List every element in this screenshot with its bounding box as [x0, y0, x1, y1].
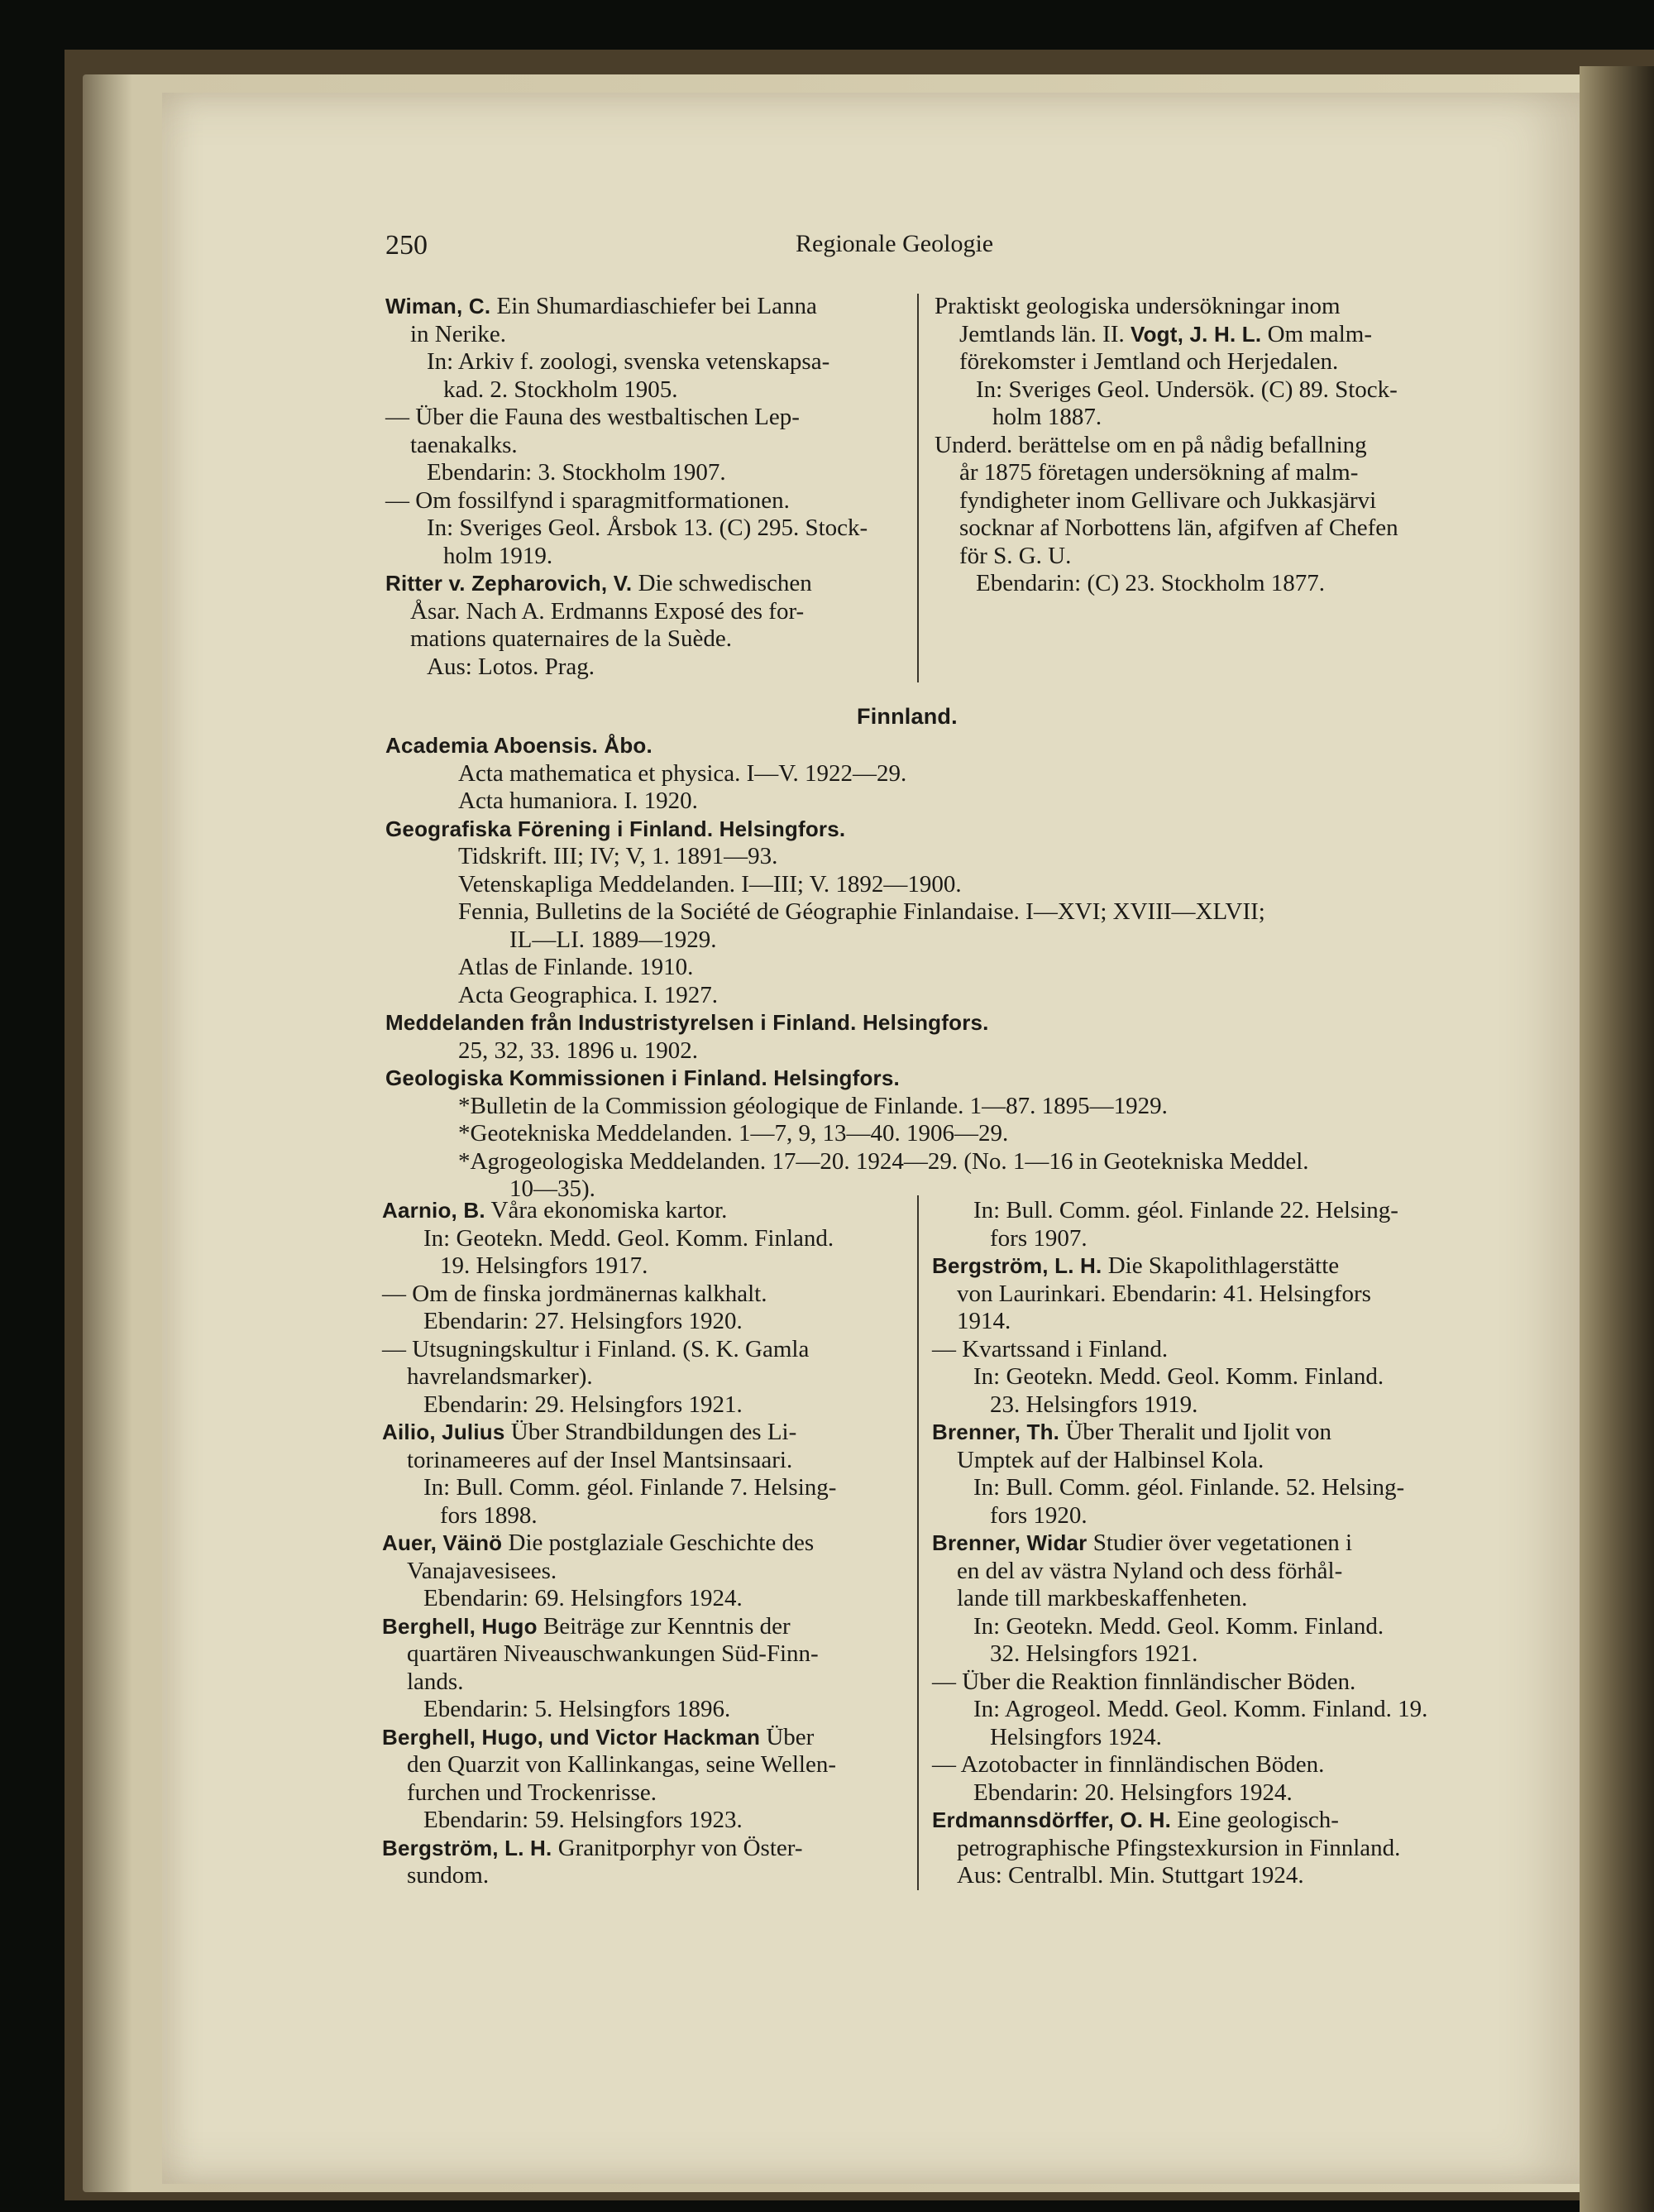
column-top-right — [935, 293, 1398, 598]
entry-author: Brenner, Widar — [932, 1530, 1088, 1555]
column-bottom-left — [382, 1197, 836, 1890]
entry-text: Ebendarin: 69. Helsingfors 1924. — [423, 1585, 743, 1611]
entry-text: *Geotekniska Meddelanden. 1—7, 9, 13—40. 1906—29. — [458, 1120, 1009, 1147]
entry-text: von Laurinkari. Ebendarin: 41. Helsingfors — [957, 1280, 1371, 1307]
entry-line — [385, 487, 868, 515]
book-spine-shadow — [1580, 66, 1654, 2212]
entry-line — [385, 760, 1309, 788]
entry-line — [385, 982, 1309, 1010]
page-number: 250 — [385, 230, 428, 261]
entry-line — [385, 926, 1309, 955]
entry-line — [932, 1447, 1427, 1475]
entry-text: lands. — [407, 1668, 464, 1695]
entry-text: Über — [760, 1723, 815, 1750]
entry-text: in Nerike. — [410, 320, 506, 347]
entry-line — [382, 1474, 836, 1502]
entry-line — [932, 1779, 1427, 1807]
entry-line — [385, 1009, 1309, 1037]
entry-text: In: Sveriges Geol. Undersök. (C) 89. Stock- — [976, 376, 1398, 403]
entry-text: Acta Geographica. I. 1927. — [458, 981, 719, 1008]
entry-text: mations quaternaires de la Suède. — [410, 625, 732, 652]
entry-text: Eine geologisch- — [1171, 1807, 1339, 1833]
entry-line — [382, 1696, 836, 1724]
running-title: Regionale Geologie — [796, 230, 994, 257]
entry-text: In: Bull. Comm. géol. Finlande 22. Helsing- — [973, 1197, 1398, 1223]
entry-line — [382, 1640, 836, 1669]
entry-line — [932, 1363, 1427, 1391]
entry-text: holm 1919. — [443, 542, 553, 569]
entry-text: — Über die Reaktion finnländischer Böden. — [932, 1668, 1356, 1695]
entry-text: In: Bull. Comm. géol. Finlande. 52. Helsing- — [973, 1474, 1405, 1501]
entry-line — [382, 1835, 836, 1863]
entry-line — [382, 1724, 836, 1752]
entry-line — [382, 1336, 836, 1364]
entry-text: Aus: Lotos. Prag. — [427, 653, 595, 680]
entry-text: Åsar. Nach A. Erdmanns Exposé des for- — [410, 597, 805, 625]
entry-text: Ebendarin: 59. Helsingfors 1923. — [423, 1807, 743, 1833]
entry-line — [932, 1558, 1427, 1586]
entry-line — [385, 432, 868, 460]
entry-text: kad. 2. Stockholm 1905. — [443, 376, 678, 403]
entry-line — [932, 1640, 1427, 1669]
entry-line — [385, 348, 868, 376]
entry-line — [385, 816, 1309, 844]
entry-line — [385, 459, 868, 487]
entry-line — [935, 376, 1398, 405]
entry-line — [382, 1502, 836, 1530]
entry-line — [935, 404, 1398, 432]
entry-line — [932, 1724, 1427, 1752]
entry-text: Vanajavesisees. — [407, 1557, 557, 1584]
entry-text: Über Strandbildungen des Li- — [504, 1419, 797, 1445]
entry-author: Aarnio, B. — [382, 1198, 485, 1223]
entry-line — [935, 487, 1398, 515]
entry-text: Studier över vegetationen i — [1087, 1530, 1353, 1556]
entry-line — [932, 1419, 1427, 1447]
entry-author: Erdmannsdörffer, O. H. — [932, 1807, 1172, 1832]
entry-line — [935, 321, 1398, 349]
entry-line — [932, 1391, 1427, 1420]
entry-text: quartären Niveauschwankungen Süd-Finn- — [407, 1640, 819, 1667]
entry-line — [382, 1669, 836, 1697]
entry-text: petrographische Pfingstexkursion in Finnland. — [957, 1834, 1401, 1861]
entry-text: Umptek auf der Halbinsel Kola. — [957, 1446, 1264, 1473]
entry-line — [932, 1252, 1427, 1281]
entry-text: Acta mathematica et physica. I—V. 1922—29. — [458, 759, 907, 787]
entry-author: Bergström, L. H. — [382, 1835, 552, 1860]
entry-text: Die postglaziale Geschichte des — [502, 1530, 815, 1556]
entry-line — [382, 1530, 836, 1558]
entry-line — [385, 543, 868, 571]
entry-line — [932, 1197, 1427, 1225]
entry-text: Ebendarin: 29. Helsingfors 1921. — [423, 1391, 743, 1418]
entry-line — [932, 1835, 1427, 1863]
full-width-entries — [385, 732, 1309, 1204]
entry-line — [935, 293, 1398, 321]
entry-line — [935, 348, 1398, 376]
entry-line — [382, 1862, 836, 1890]
entry-author: Brenner, Th. — [932, 1420, 1060, 1444]
entry-text: 19. Helsingfors 1917. — [440, 1252, 648, 1279]
entry-line — [382, 1779, 836, 1807]
entry-text: havrelandsmarker). — [407, 1363, 593, 1390]
entry-line — [935, 570, 1398, 598]
entry-text: fyndigheter inom Gellivare och Jukkasjärvi — [959, 486, 1377, 514]
entry-text: — Om de finska jordmänernas kalkhalt. — [382, 1280, 767, 1307]
entry-line — [385, 871, 1309, 899]
entry-text: In: Agrogeol. Medd. Geol. Komm. Finland. 19. — [973, 1696, 1428, 1722]
entry-line — [385, 1148, 1309, 1176]
entry-line — [385, 1065, 1309, 1093]
section-title: Finnland. — [857, 704, 958, 729]
entry-text: In: Geotekn. Medd. Geol. Komm. Finland. — [423, 1224, 834, 1252]
entry-text: Aus: Centralbl. Min. Stuttgart 1924. — [957, 1862, 1304, 1889]
entry-line — [935, 459, 1398, 487]
entry-text: Om malm- — [1261, 320, 1373, 347]
entry-line — [382, 1252, 836, 1281]
entry-text: Die schwedischen — [632, 570, 812, 596]
entry-line — [385, 654, 868, 682]
entry-line — [382, 1751, 836, 1779]
entry-text: In: Arkiv f. zoologi, svenska vetenskapsa- — [427, 348, 830, 375]
entry-text: socknar af Norbottens län, afgifven af Chefen — [959, 515, 1398, 541]
entry-text: — Azotobacter in finnländischen Böden. — [932, 1751, 1325, 1778]
entry-line — [932, 1308, 1427, 1336]
entry-text: Beiträge zur Kenntnis der — [537, 1612, 791, 1640]
entry-line — [385, 570, 868, 598]
entry-text: Fennia, Bulletins de la Société de Géographie Finlandaise. I—XVI; XVIII—XLVII; — [458, 898, 1265, 925]
entry-line — [385, 954, 1309, 982]
entry-line — [382, 1281, 836, 1309]
entry-text: lande till markbeskaffenheten. — [957, 1585, 1248, 1611]
entry-text: taenakalks. — [410, 431, 518, 458]
entry-text: Ein Shumardiaschiefer bei Lanna — [490, 293, 817, 319]
entry-text: 1914. — [957, 1308, 1011, 1334]
entry-line — [382, 1419, 836, 1447]
entry-line — [382, 1807, 836, 1835]
entry-text: Helsingfors 1924. — [990, 1723, 1162, 1750]
entry-text: torinameeres auf der Insel Mantsinsaari. — [407, 1446, 793, 1473]
entry-line — [932, 1474, 1427, 1502]
entry-line — [385, 843, 1309, 871]
entry-line — [385, 404, 868, 432]
entry-line — [932, 1751, 1427, 1779]
entry-line — [932, 1530, 1427, 1558]
entry-text: — Utsugningskultur i Finland. (S. K. Gamla — [382, 1335, 810, 1362]
entry-text: In: Bull. Comm. géol. Finlande 7. Helsing- — [423, 1474, 837, 1501]
entry-line — [382, 1391, 836, 1420]
entry-line — [382, 1308, 836, 1336]
entry-text: för S. G. U. — [959, 542, 1072, 569]
entry-text: 10—35). — [509, 1175, 595, 1202]
entry-text: In: Geotekn. Medd. Geol. Komm. Finland. — [973, 1612, 1384, 1640]
entry-line — [932, 1225, 1427, 1253]
entry-line — [382, 1558, 836, 1586]
entry-text: 25, 32, 33. 1896 u. 1902. — [458, 1037, 698, 1064]
entry-text: furchen und Trockenrisse. — [407, 1779, 657, 1806]
entry-text: 32. Helsingfors 1921. — [990, 1640, 1198, 1667]
entry-text: Acta humaniora. I. 1920. — [458, 788, 698, 814]
entry-text: *Bulletin de la Commission géologique de Finlande. 1—87. 1895—1929. — [458, 1092, 1168, 1119]
entry-line — [932, 1281, 1427, 1309]
entry-text: Ebendarin: 5. Helsingfors 1896. — [423, 1696, 731, 1722]
column-top-left — [385, 293, 868, 681]
entry-line — [385, 1037, 1309, 1065]
entry-text: — Kvartssand i Finland. — [932, 1335, 1169, 1362]
entry-text: en del av västra Nyland och dess förhål- — [957, 1557, 1343, 1584]
entry-text: fors 1907. — [990, 1224, 1088, 1252]
entry-author: Academia Aboensis. Åbo. — [385, 733, 653, 758]
entry-text: Ebendarin: 3. Stockholm 1907. — [427, 459, 726, 486]
entry-text: Praktiskt geologiska undersökningar inom — [935, 293, 1341, 319]
entry-author: Meddelanden från Industristyrelsen i Finland. Helsingfors. — [385, 1010, 989, 1035]
entry-text: Atlas de Finlande. 1910. — [458, 954, 694, 980]
entry-line — [385, 625, 868, 654]
entry-line — [385, 898, 1309, 926]
entry-author: Geologiska Kommissionen i Finland. Helsingfors. — [385, 1065, 900, 1090]
entry-text: Ebendarin: 20. Helsingfors 1924. — [973, 1779, 1293, 1806]
entry-text: Vetenskapliga Meddelanden. I—III; V. 1892—1900. — [458, 870, 962, 898]
entry-text: IL—LI. 1889—1929. — [509, 926, 717, 953]
entry-text: Tidskrift. III; IV; V, 1. 1891—93. — [458, 843, 778, 869]
entry-text: holm 1887. — [992, 404, 1102, 430]
entry-text: — Über die Fauna des westbaltischen Lep- — [385, 404, 800, 430]
entry-author: Berghell, Hugo — [382, 1613, 538, 1639]
entry-line — [382, 1447, 836, 1475]
entry-line — [932, 1585, 1427, 1613]
column-divider-top — [917, 294, 919, 682]
entry-text: Våra ekonomiska kartor. — [485, 1197, 728, 1223]
entry-text: fors 1898. — [440, 1501, 538, 1529]
entry-text: Ebendarin: 27. Helsingfors 1920. — [423, 1308, 743, 1334]
entry-line — [935, 515, 1398, 543]
entry-line — [932, 1862, 1427, 1890]
entry-author: Wiman, C. — [385, 294, 491, 318]
entry-line — [935, 432, 1398, 460]
entry-text: Über Theralit und Ijolit von — [1059, 1419, 1331, 1445]
entry-line — [932, 1613, 1427, 1641]
entry-line — [935, 543, 1398, 571]
entry-text: In: Geotekn. Medd. Geol. Komm. Finland. — [973, 1363, 1384, 1390]
entry-author: Berghell, Hugo, und Victor Hackman — [382, 1724, 761, 1750]
entry-line — [385, 732, 1309, 760]
entry-text: fors 1920. — [990, 1501, 1088, 1529]
entry-line — [932, 1669, 1427, 1697]
entry-text: In: Sveriges Geol. Årsbok 13. (C) 295. Stock- — [427, 515, 868, 541]
entry-text: förekomster i Jemtland och Herjedalen. — [959, 348, 1339, 375]
entry-line — [382, 1585, 836, 1613]
entry-line — [385, 293, 868, 321]
entry-line — [382, 1225, 836, 1253]
entry-text: Ebendarin: (C) 23. Stockholm 1877. — [976, 570, 1326, 596]
entry-text: — Om fossilfynd i sparagmitformationen. — [385, 486, 790, 514]
entry-text: Jemtlands län. II. — [959, 320, 1131, 347]
entry-text: år 1875 företagen undersökning af malm- — [959, 459, 1359, 486]
entry-text: Underd. berättelse om en på nådig befallning — [935, 431, 1367, 458]
entry-line — [382, 1613, 836, 1641]
entry-line — [932, 1696, 1427, 1724]
column-divider-bottom — [917, 1195, 919, 1890]
entry-line — [385, 515, 868, 543]
entry-line — [385, 1120, 1309, 1148]
entry-line — [932, 1336, 1427, 1364]
entry-text: den Quarzit von Kallinkangas, seine Wellen- — [407, 1751, 836, 1778]
entry-line — [385, 598, 868, 626]
entry-author: Vogt, J. H. L. — [1130, 321, 1262, 347]
entry-author: Auer, Väinö — [382, 1530, 503, 1555]
entry-line — [382, 1363, 836, 1391]
entry-text: sundom. — [407, 1862, 490, 1889]
entry-line — [382, 1197, 836, 1225]
entry-text: Granitporphyr von Öster- — [552, 1834, 803, 1861]
entry-text: Die Skapolithlagerstätte — [1102, 1252, 1340, 1279]
entry-line — [385, 788, 1309, 816]
column-bottom-right — [932, 1197, 1427, 1890]
entry-line — [385, 1093, 1309, 1121]
entry-text: 23. Helsingfors 1919. — [990, 1391, 1198, 1418]
entry-author: Bergström, L. H. — [932, 1253, 1102, 1278]
entry-line — [385, 376, 868, 405]
entry-line — [385, 321, 868, 349]
entry-line — [932, 1502, 1427, 1530]
entry-text: *Agrogeologiska Meddelanden. 17—20. 1924—29. (No. 1—16 in Geotekniska Meddel. — [458, 1147, 1309, 1175]
entry-line — [932, 1807, 1427, 1835]
entry-author: Ritter v. Zepharovich, V. — [385, 571, 633, 596]
entry-author: Geografiska Förening i Finland. Helsingfors. — [385, 816, 846, 841]
entry-author: Ailio, Julius — [382, 1420, 505, 1444]
